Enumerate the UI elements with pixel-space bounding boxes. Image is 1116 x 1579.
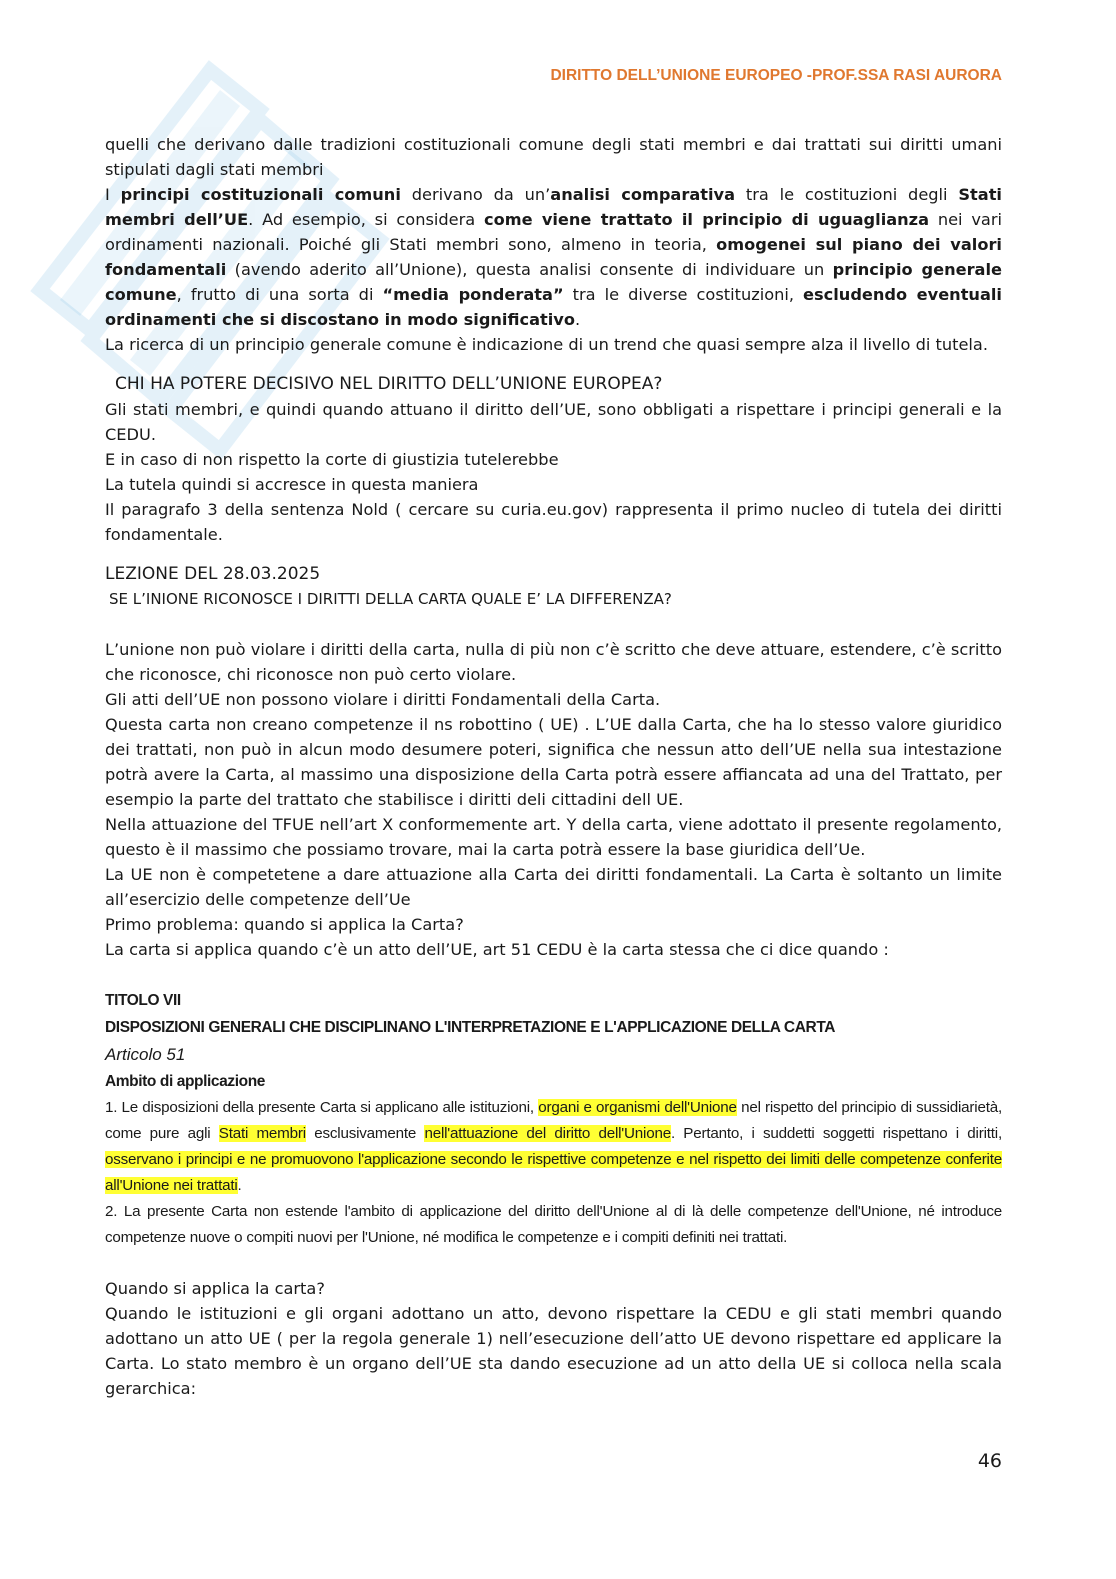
bold-text: analisi comparativa [550,185,736,204]
charter-subtitle: DISPOSIZIONI GENERALI CHE DISCIPLINANO L'INTERPRETAZIONE E L'APPLICAZIONE DELLA CARTA [105,1019,836,1036]
highlighted-text: Stati membri [218,1125,306,1142]
question-heading: SE L’INIONE RICONOSCE I DIRITTI DELLA CARTA QUALE E’ LA DIFFERENZA? [109,590,672,608]
section-heading: CHI HA POTERE DECISIVO NEL DIRITTO DELL’UNIONE EUROPEA? [115,374,663,394]
bold-text: principi costituzionali comuni [120,185,401,204]
paragraph: La ricerca di un principio generale comune è indicazione di un trend che quasi sempre alza il livello di tutela. [105,335,988,354]
page-number: 46 [977,1450,1002,1472]
bold-text: escludendo eventuali ordinamenti che si discostano in modo significativo [105,285,1002,329]
charter-title: TITOLO VII [105,992,181,1009]
paragraph: Il paragrafo 3 della sentenza Nold ( cercare su curia.eu.gov) rappresenta il primo nucleo di tutela dei diritti fondamentale. [105,500,1002,544]
document-header-title: DIRITTO DELL’UNIONE EUROPEO -PROF.SSA RASI AURORA [550,67,1002,84]
bold-text: principio generale comune [105,260,1003,304]
question-text: Quando si applica la carta? [105,1279,325,1298]
paragraph: Gli atti dell’UE non possono violare i diritti Fondamentali della Carta. [105,690,661,709]
highlighted-text: nell'attuazione del diritto dell'Unione [424,1125,671,1142]
article-heading: Ambito di applicazione [105,1073,265,1090]
article-number: Articolo 51 [105,1045,186,1064]
paragraph: La tutela quindi si accresce in questa maniera [105,475,479,494]
paragraph: Nella attuazione del TFUE nell’art X conformemente art. Y della carta, viene adottato il presente regolamento, questo è il massimo che possiamo trovare, mai la carta potrà essere la base giuridica dell’Ue. [105,815,1002,859]
lesson-heading: LEZIONE DEL 28.03.2025 [105,564,321,584]
page-content [105,132,1002,1401]
paragraph: E in caso di non rispetto la corte di giustizia tutelerebbe [105,450,559,469]
bold-text: omogenei sul piano dei valori fondamentali [105,235,1002,279]
paragraph: Questa carta non creano competenze il ns robottino ( UE) . L’UE dalla Carta, che ha lo stesso valore giuridico dei trattati, non può in alcun modo desumere poteri, significa che nessun atto dell’UE nella sua intestazione potrà avere la Carta, al massimo una disposizione della Carta potrà essere affiancata ad una del Trattato, per esempio la parte del trattato che stabilisce i diritti deli cittadini dell UE. [105,715,1002,809]
paragraph: Quando le istituzioni e gli organi adottano un atto, devono rispettare la CEDU e gli stati membri quando adottano un atto UE ( per la regola generale 1) nell’esecuzione dell’atto UE devono rispettare ed applicare la Carta. Lo stato membro è un organo dell’UE sta dando esecuzione ad un atto della UE si colloca nella scala gerarchica: [105,1304,1002,1398]
highlighted-text: organi e organismi dell'Unione [538,1099,737,1116]
paragraph-principles: I principi costituzionali comuni derivano da un’analisi comparativa tra le costituzioni degli Stati membri dell’UE. Ad esempio, si considera come viene trattato il principio di uguaglianza nei vari ordinamenti nazionali. Poiché gli Stati membri sono, almeno in teoria, omogenei sul piano dei valori fondamentali (avendo aderito all’Unione), questa analisi consente di individuare un principio generale comune, frutto di una sorta di “media ponderata” tra le diverse costituzioni, escludendo eventuali ordinamenti che si discostano in modo significativo. [105,185,1003,329]
article-paragraph-1: 1. Le disposizioni della presente Carta si applicano alle istituzioni, organi e organismi dell'Unione nel rispetto del principio di sussidiarietà, come pure agli Stati membri esclusivamente nell'attuazione del diritto dell'Unione. Pertanto, i suddetti soggetti rispettano i diritti, osservano i principi e ne promuovono l'applicazione secondo le rispettive competenze e nel rispetto dei limiti delle competenze conferite all'Unione nei trattati. [105,1099,1002,1194]
paragraph: quelli che derivano dalle tradizioni costituzionali comune degli stati membri e dai trattati sui diritti umani stipulati dagli stati membri [105,135,1002,179]
paragraph: Gli stati membri, e quindi quando attuano il diritto dell’UE, sono obbligati a rispettare i principi generali e la CEDU. [105,400,1002,444]
highlighted-text: osservano i principi e ne promuovono l'applicazione secondo le rispettive competenze e nel rispetto dei limiti delle competenze conferite all'Unione nei trattati [105,1151,1002,1194]
bold-text: Stati membri dell’UE [105,185,1002,229]
paragraph: La carta si applica quando c’è un atto dell’UE, art 51 CEDU è la carta stessa che ci dice quando : [105,940,889,959]
paragraph: L’unione non può violare i diritti della carta, nulla di più non c’è scritto che deve attuare, estendere, c’è scritto che riconosce, chi riconosce non può certo violare. [105,640,1002,684]
bold-text: come viene trattato il principio di uguaglianza [483,210,930,229]
paragraph: Primo problema: quando si applica la Carta? [105,915,464,934]
paragraph: La UE non è competetene a dare attuazione alla Carta dei diritti fondamentali. La Carta è soltanto un limite all’esercizio delle competenze dell’Ue [105,865,1002,909]
article-paragraph-2: 2. La presente Carta non estende l'ambito di applicazione del diritto dell'Unione al di là delle competenze dell'Unione, né introduce competenze nuove o compiti nuovi per l'Unione, né modifica le competenze e i compiti definiti nei trattati. [105,1203,1002,1246]
bold-text: “media ponderata” [382,285,564,304]
